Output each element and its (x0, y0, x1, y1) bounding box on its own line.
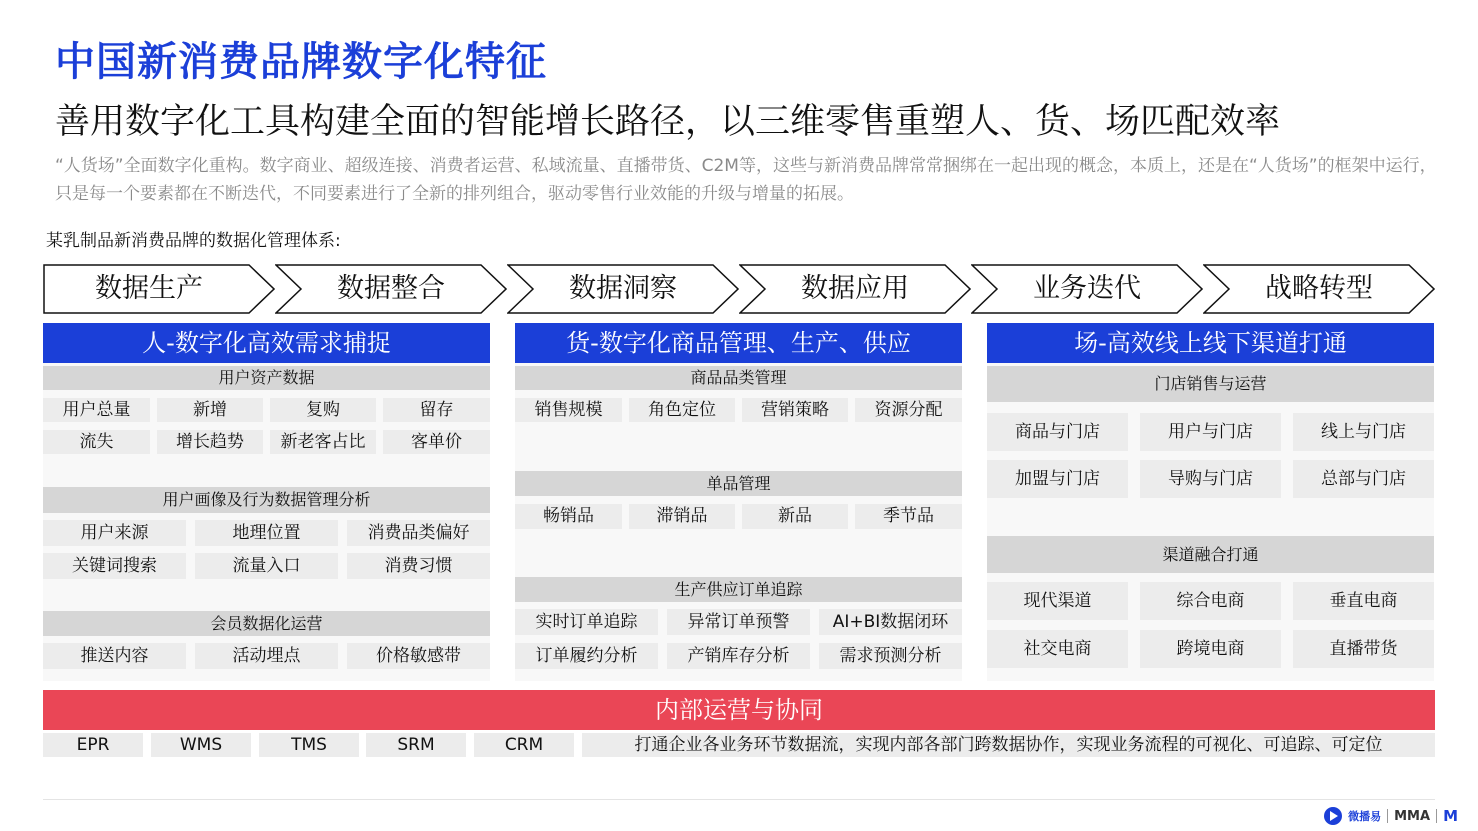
panel-people (43, 323, 490, 681)
ops-system: SRM (366, 733, 466, 757)
process-steps (43, 264, 1435, 314)
tag: 价格敏感带 (347, 643, 490, 669)
tag: 用户总量 (43, 398, 150, 422)
panel-people-title: 人-数字化高效需求捕捉 (43, 323, 490, 363)
tag: 社交电商 (987, 630, 1128, 668)
tag: 订单履约分析 (515, 643, 658, 669)
page-subtitle: 善用数字化工具构建全面的智能增长路径，以三维零售重塑人、货、场匹配效率 (55, 102, 1281, 142)
section-sku: 单品管理 (515, 471, 962, 496)
panel-place (987, 323, 1434, 681)
logo-mma: MMA (1394, 808, 1431, 824)
tag: 营销策略 (742, 398, 848, 422)
tag: 现代渠道 (987, 582, 1128, 620)
page-title: 中国新消费品牌数字化特征 (55, 39, 547, 85)
tag: 总部与门店 (1293, 460, 1434, 498)
tag: 导购与门店 (1140, 460, 1281, 498)
tag: 用户来源 (43, 520, 186, 546)
tag: 消费品类偏好 (347, 520, 490, 546)
tag: 异常订单预警 (667, 609, 810, 635)
tag: 复购 (270, 398, 376, 422)
tag: 地理位置 (195, 520, 338, 546)
ops-note: 打通企业各业务环节数据流，实现内部各部门跨数据协作，实现业务流程的可视化、可追踪、可定位 (582, 733, 1435, 757)
tag: 商品与门店 (987, 413, 1128, 451)
tag: 流量入口 (195, 553, 338, 579)
tag: 畅销品 (515, 504, 622, 529)
ops-title: 内部运营与协同 (43, 690, 1435, 730)
tag: 客单价 (383, 430, 490, 454)
section-order-tracking: 生产供应订单追踪 (515, 577, 962, 602)
tag: 产销库存分析 (667, 643, 810, 669)
play-logo-icon (1324, 807, 1342, 825)
section-user-profile: 用户画像及行为数据管理分析 (43, 487, 490, 513)
page-description: “人货场”全面数字化重构。数字商业、超级连接、消费者运营、私域流量、直播带货、C2M等，这些与新消费品牌常常捆绑在一起出现的概念，本质上，还是在“人货场”的框架中运行，只是每一个要素都在不断迭代，不同要素进行了全新的排列组合，驱动零售行业效能的升级与增量的拓展。 (55, 156, 1437, 204)
tag: 新老客占比 (270, 430, 376, 454)
logo-weiboyi: 微播易 (1348, 810, 1382, 823)
section-membership: 会员数据化运营 (43, 611, 490, 636)
step-data-integration: 数据整合 (275, 264, 507, 314)
tag: 跨境电商 (1140, 630, 1281, 668)
tag: 关键词搜索 (43, 553, 186, 579)
step-business-iteration: 业务迭代 (971, 264, 1203, 314)
tag: 实时订单追踪 (515, 609, 658, 635)
footer-logos (1324, 805, 1458, 827)
framework-intro: 某乳制品新消费品牌的数据化管理体系: (46, 231, 341, 251)
section-store-ops: 门店销售与运营 (987, 366, 1434, 402)
tag: 新品 (742, 504, 848, 529)
tag: 需求预测分析 (819, 643, 962, 669)
logo-m: M (1443, 807, 1458, 825)
tag: 角色定位 (629, 398, 735, 422)
tag: 资源分配 (855, 398, 962, 422)
step-strategic-transformation: 战略转型 (1203, 264, 1435, 314)
tag: 增长趋势 (157, 430, 263, 454)
tag: 直播带货 (1293, 630, 1434, 668)
panel-place-title: 场-高效线上线下渠道打通 (987, 323, 1434, 363)
logo-divider (1436, 809, 1437, 823)
tag: 留存 (383, 398, 490, 422)
section-channel-fusion: 渠道融合打通 (987, 536, 1434, 573)
logo-divider (1387, 809, 1388, 823)
tag: 消费习惯 (347, 553, 490, 579)
footer-divider (43, 799, 1435, 800)
tag: 流失 (43, 430, 150, 454)
section-user-assets: 用户资产数据 (43, 366, 490, 390)
tag: 推送内容 (43, 643, 186, 669)
tag: 综合电商 (1140, 582, 1281, 620)
tag: 新增 (157, 398, 263, 422)
tag: 滞销品 (629, 504, 735, 529)
panel-goods (515, 323, 962, 681)
tag: 销售规模 (515, 398, 622, 422)
tag: 季节品 (855, 504, 962, 529)
tag: 加盟与门店 (987, 460, 1128, 498)
tag: 垂直电商 (1293, 582, 1434, 620)
tag: 活动埋点 (195, 643, 338, 669)
ops-system: EPR (43, 733, 143, 757)
step-data-application: 数据应用 (739, 264, 971, 314)
step-data-insight: 数据洞察 (507, 264, 739, 314)
tag: AI+BI数据闭环 (819, 609, 962, 635)
ops-system: CRM (474, 733, 574, 757)
panel-goods-title: 货-数字化商品管理、生产、供应 (515, 323, 962, 363)
tag: 用户与门店 (1140, 413, 1281, 451)
ops-system: TMS (259, 733, 359, 757)
section-category: 商品品类管理 (515, 366, 962, 390)
step-data-production: 数据生产 (43, 264, 275, 314)
ops-system: WMS (151, 733, 251, 757)
tag: 线上与门店 (1293, 413, 1434, 451)
